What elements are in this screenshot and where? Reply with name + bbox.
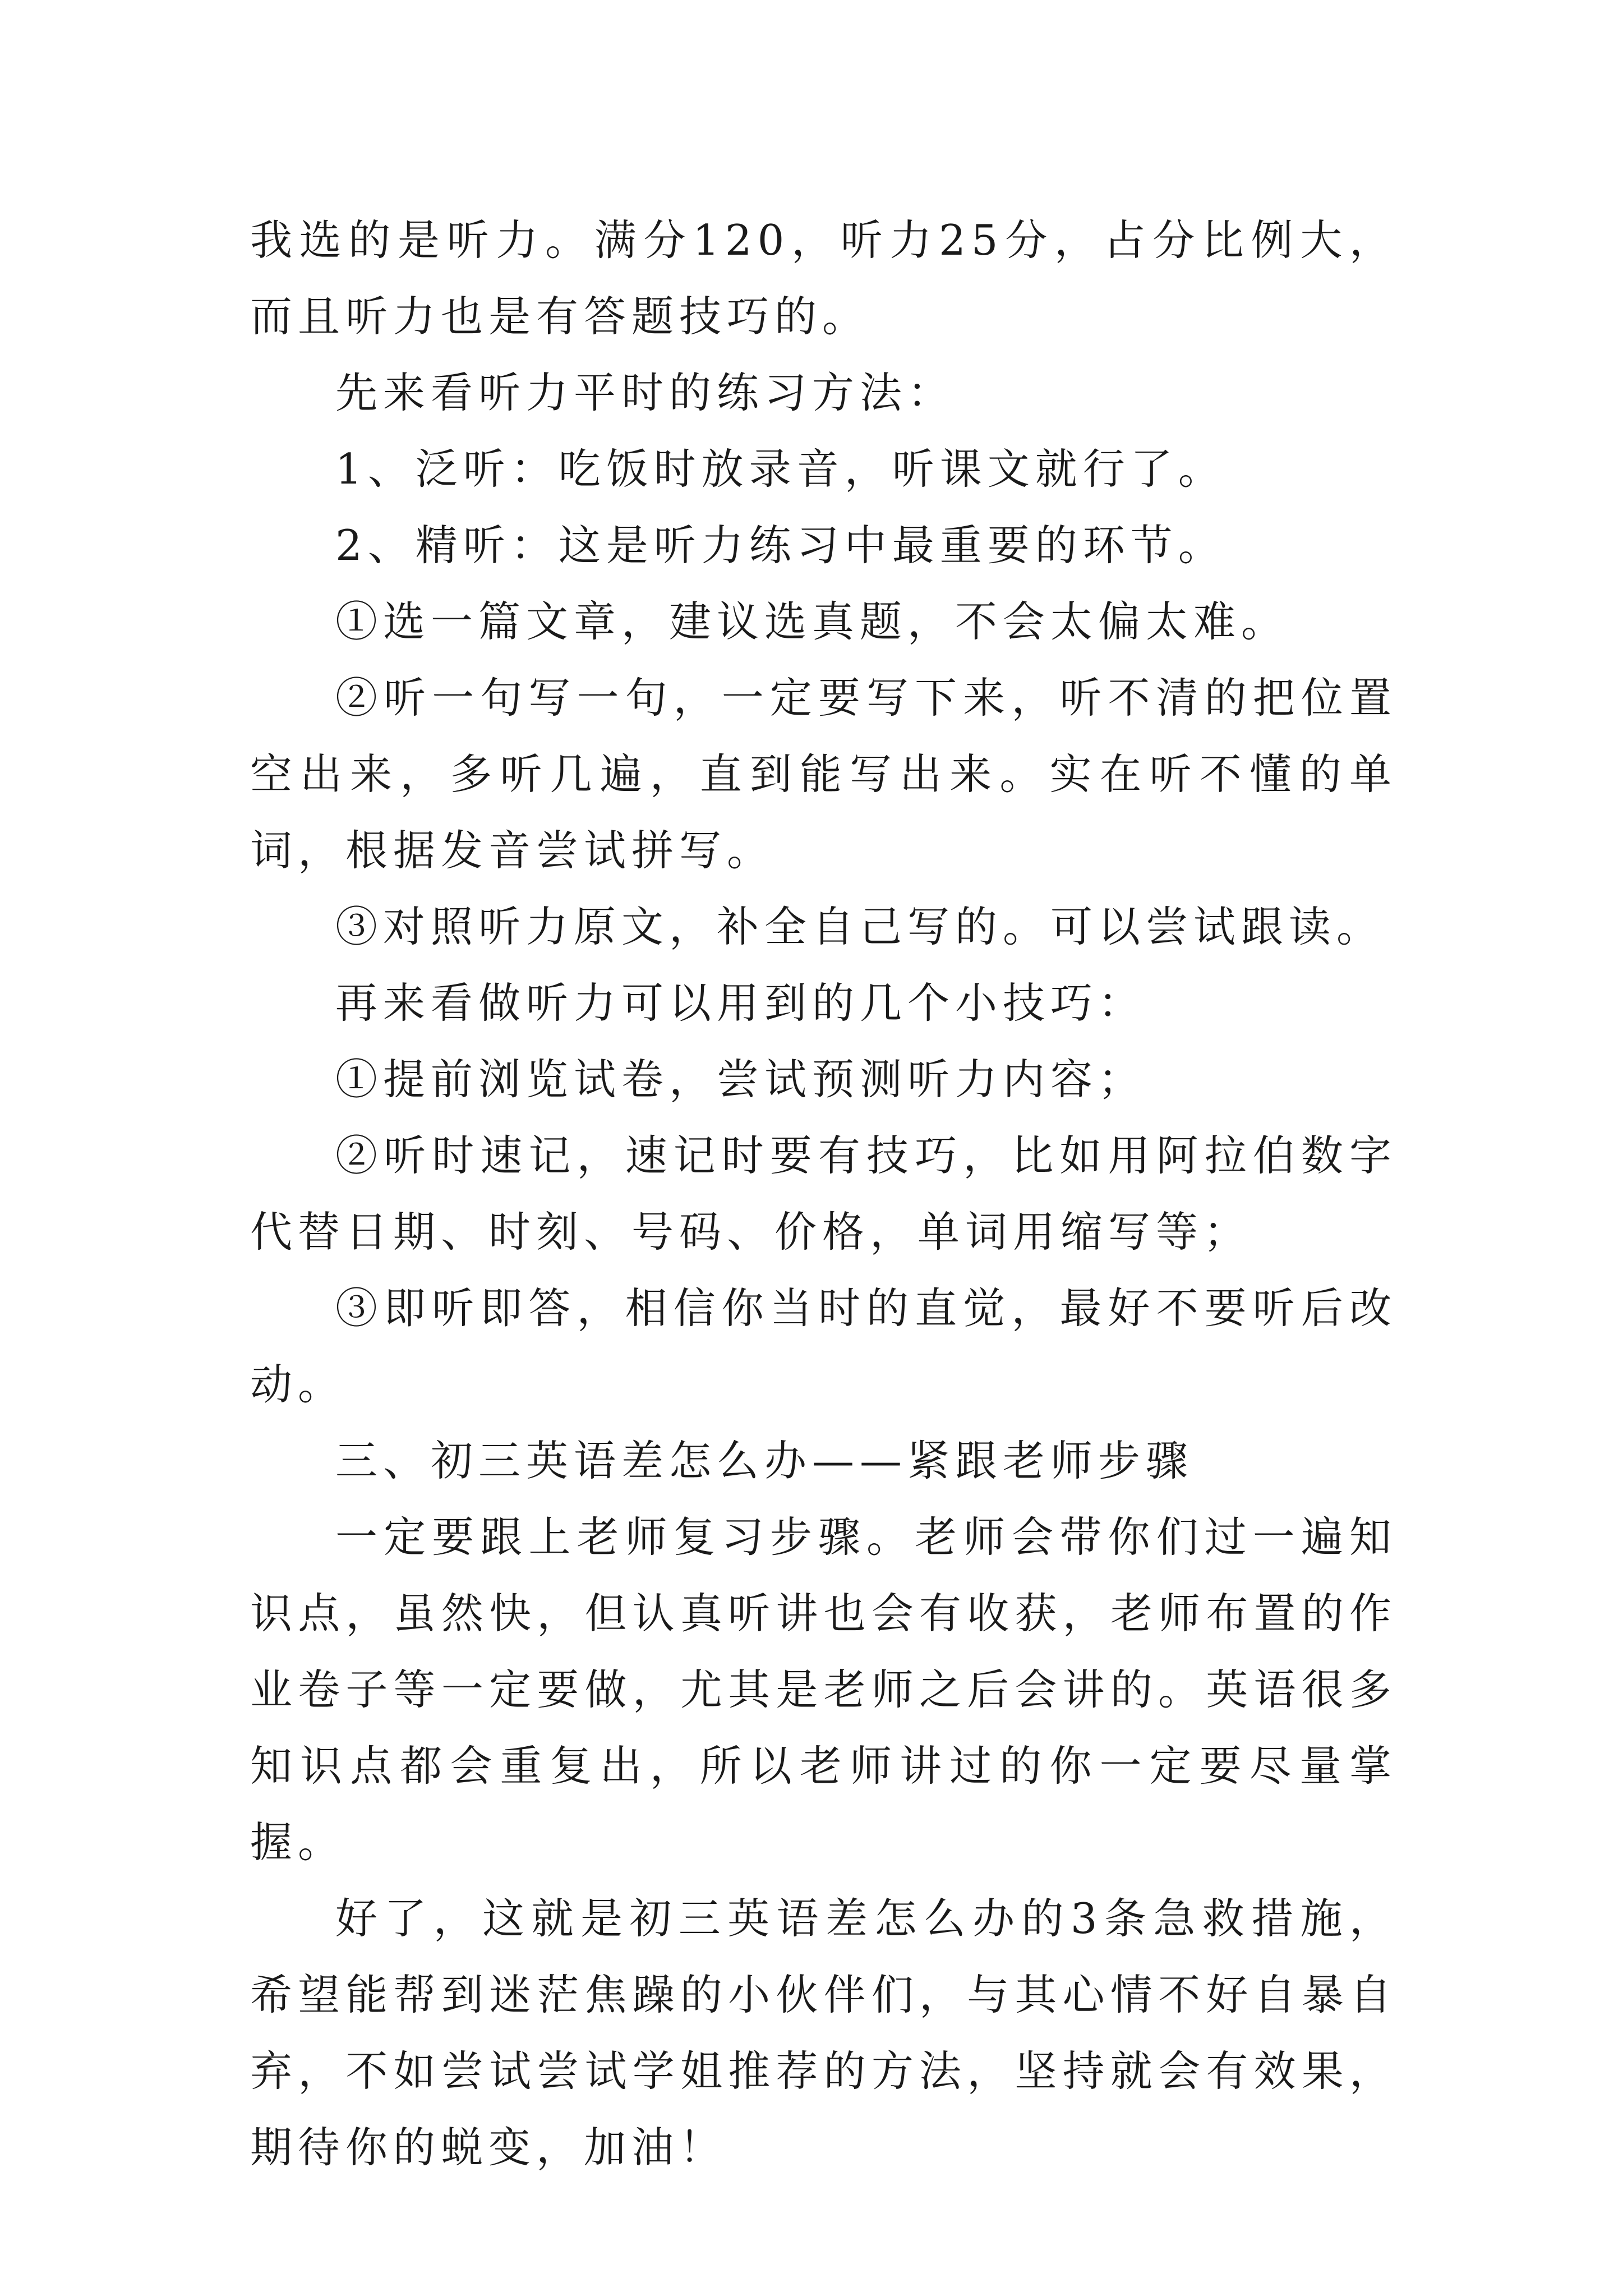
paragraph: 再来看做听力可以用到的几个小技巧： bbox=[335, 978, 1146, 1028]
list-item: ③对照听力原文，补全自己写的。可以尝试跟读。 bbox=[335, 902, 1385, 951]
section-heading: 三、初三英语差怎么办——紧跟老师步骤 bbox=[335, 1436, 1194, 1485]
paragraph: 先来看听力平时的练习方法： bbox=[335, 368, 956, 417]
list-item: 1、泛听：吃饭时放录音，听课文就行了。 bbox=[335, 444, 1226, 494]
paragraph: 我选的是听力。满分120，听力25分，占分比例大，而且听力也是有答题技巧的。 bbox=[250, 215, 1397, 341]
document-body bbox=[250, 202, 1397, 2185]
list-item: ③即听即答，相信你当时的直觉，最好不要听后改动。 bbox=[250, 1283, 1397, 1409]
list-item: 2、精听：这是听力练习中最重要的环节。 bbox=[335, 521, 1226, 570]
list-item: ①提前浏览试卷，尝试预测听力内容； bbox=[335, 1055, 1146, 1104]
paragraph: 一定要跟上老师复习步骤。老师会带你们过一遍知识点，虽然快，但认真听讲也会有收获，老师布置的作业卷子等一定要做，尤其是老师之后会讲的。英语很多知识点都会重复出，所以老师讲过的你一定要尽量掌握。 bbox=[250, 1512, 1397, 1867]
list-item: ②听一句写一句，一定要写下来，听不清的把位置空出来，多听几遍，直到能写出来。实在听不懂的单词，根据发音尝试拼写。 bbox=[250, 673, 1397, 875]
paragraph: 好了，这就是初三英语差怎么办的3条急救措施，希望能帮到迷茫焦躁的小伙伴们，与其心情不好自暴自弃，不如尝试尝试学姐推荐的方法，坚持就会有效果，期待你的蜕变，加油！ bbox=[250, 1894, 1397, 2172]
list-item: ①选一篇文章，建议选真题，不会太偏太难。 bbox=[335, 597, 1289, 646]
list-item: ②听时速记，速记时要有技巧，比如用阿拉伯数字代替日期、时刻、号码、价格，单词用缩写等； bbox=[250, 1131, 1397, 1257]
